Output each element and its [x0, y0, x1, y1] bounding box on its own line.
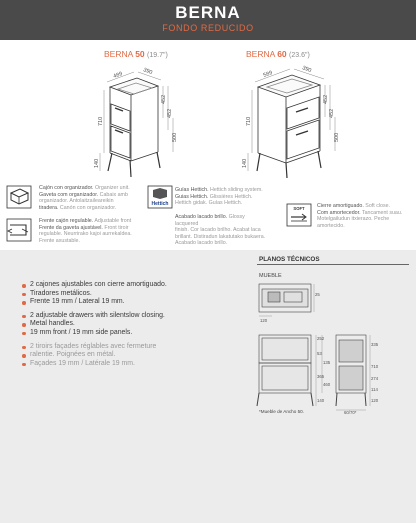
plan-dim-d8: 114	[371, 387, 378, 392]
feature-front-text: Frente cajón regulable. Adjustable front Frente da gaveta ajustável. Front tiroir regulable. Neurrirako kajoi aurrekaldea. Frente axustable.	[39, 218, 132, 244]
page-header	[0, 0, 416, 40]
plans-footnote: *Mueble de Ancho 50.	[259, 409, 304, 414]
dim-depth-50: 489	[112, 71, 124, 80]
bullet-en-3: 19 mm front / 19 mm side panels.	[22, 329, 232, 338]
model-label-60: BERNA 60 (23.6")	[246, 49, 310, 59]
bullet-en-1: 2 adjustable drawers with silentslow closing.	[22, 312, 232, 321]
dim-side2-50: 452	[167, 108, 173, 118]
bullet-en-2: Metal handles.	[22, 320, 232, 329]
feature-softclose-text: Cierre amortiguado. Soft close. Com amortecedor. Tancament suau. Motelgailudun itxierazo. Peche amortecido.	[317, 203, 403, 229]
mueble-label: MUEBLE	[259, 273, 282, 279]
technical-plans	[244, 280, 414, 415]
dim-right-60: 500	[334, 132, 340, 142]
adjustable-front-icon	[6, 218, 32, 242]
dim-height-50: 710	[98, 116, 104, 126]
bullet-fr-2: ralentie. Poignées en métal.	[22, 351, 232, 360]
plan-dim-d11: 120	[371, 398, 379, 403]
features-section	[0, 182, 416, 248]
plan-dim-d6: 335	[371, 342, 379, 347]
dim-width-60: 390	[301, 65, 313, 75]
drawer-organizer-icon	[6, 185, 32, 209]
cabinet-drawing-60	[220, 60, 380, 178]
cabinet-drawing-50	[20, 60, 180, 178]
plan-dim-d4: 365	[317, 374, 325, 379]
plan-dim-d3: 135	[323, 360, 331, 365]
dim-width-50: 390	[142, 67, 154, 77]
feature-organizer-text: Cajón con organizador. Organizer unit. Gaveta com organizador. Cabaix amb organizador. Antolaitzaileareikin tiradera. Canón con organizador.	[39, 185, 130, 211]
dim-leg-50: 140	[94, 158, 100, 168]
dim-side1-60: 452	[323, 94, 329, 104]
soft-badge: SOFT	[293, 206, 305, 211]
plans-title: PLANOS TÉCNICOS	[259, 256, 320, 263]
hettich-icon	[147, 185, 173, 209]
plan-dim-top-h: 25	[315, 292, 320, 297]
model-label-50: BERNA 50 (19.7")	[104, 49, 168, 59]
feature-gloss-text: Acabado lacado brillo. Glossy lacquered finish. Cor lacado brilho. Acabat laca brillant. Distiradun lakatutako bukaera. Acabado lacado brillo.	[175, 214, 266, 247]
product-subtitle: FONDO REDUCIDO	[162, 23, 254, 33]
bullet-es-1: 2 cajones ajustables con cierre amortiguado.	[22, 281, 232, 290]
dim-side2-60: 452	[329, 108, 335, 118]
plan-dim-d5: 460	[323, 382, 331, 387]
plan-dim-d10: 710	[371, 364, 379, 369]
bullet-es-3: Frente 19 mm / Lateral 19 mm.	[22, 298, 232, 307]
spec-bullets	[22, 281, 232, 368]
soft-close-icon	[286, 203, 312, 227]
dim-depth-60: 589	[262, 70, 274, 79]
feature-hettich-text: Guías Hettich. Hettich sliding system. Guias Hettich. Glissières Hettich. Hettich gidak. Guías Hettich.	[175, 187, 263, 207]
plan-dim-d1: 252	[317, 336, 325, 341]
plans-divider	[257, 264, 409, 265]
bullet-es-2: Tiradores metálicos.	[22, 290, 232, 299]
hettich-badge: Hettich	[151, 201, 169, 207]
dim-leg-60: 140	[242, 158, 248, 168]
dim-side1-50: 452	[161, 94, 167, 104]
plan-dim-d9: 140	[317, 398, 325, 403]
bullet-fr-1: 2 tiroirs façades réglables avec fermeture	[22, 343, 232, 352]
bullet-fr-3: Façades 19 mm / Latérale 19 mm.	[22, 360, 232, 369]
dim-height-60: 710	[246, 116, 252, 126]
plan-dim-d7: 274	[371, 376, 379, 381]
plan-dim-top-w: 120	[260, 318, 268, 323]
dim-right-50: 500	[172, 132, 178, 142]
plan-dim-bottom: 60/70*	[344, 410, 357, 415]
product-title: BERNA	[175, 3, 241, 22]
plan-dim-d2: 53	[317, 351, 322, 356]
